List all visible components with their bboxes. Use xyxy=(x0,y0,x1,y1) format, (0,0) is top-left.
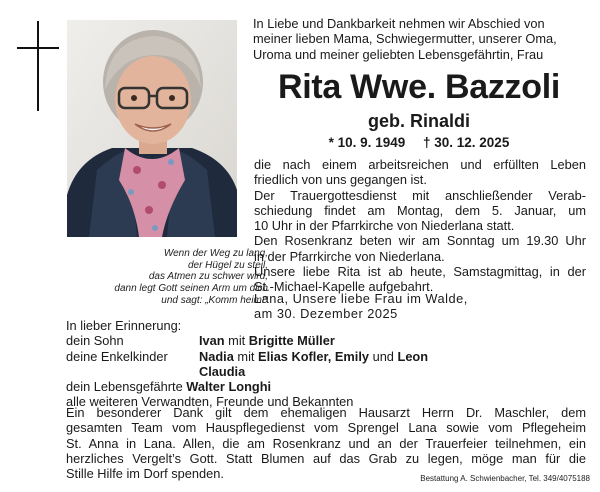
grandchild-name: Leon xyxy=(397,348,429,364)
place-date xyxy=(254,291,586,322)
body-line: schiedung findet am Montag, dem 5. Januar, um xyxy=(254,202,586,218)
birth-name: geb. Rinaldi xyxy=(367,111,470,131)
grandchild-name: Claudia xyxy=(199,363,246,379)
son-name: Ivan xyxy=(199,333,225,349)
thanks-line: Ein besonderer Dank gilt dem ehemaligen Hausarzt Herrn Dr. Maschler, dem xyxy=(66,405,586,420)
mourner-row-grandchildren xyxy=(66,349,596,364)
grand-and: und xyxy=(372,348,394,364)
poem-line: das Atmen zu schwer wird, xyxy=(148,271,268,283)
intro-line: Uroma und meiner geliebten Lebensgefährtin, Frau xyxy=(253,46,544,62)
intro-text xyxy=(253,16,585,62)
poem-line: dann legt Gott seinen Arm um dich xyxy=(114,283,268,295)
body-line: Unsere liebe Rita ist ab heute, Samstagmittag, in der xyxy=(254,264,586,280)
cross-icon-bar xyxy=(17,47,59,49)
partner-name: Walter Longhi xyxy=(186,379,272,395)
son-partner: Brigitte Müller xyxy=(248,333,335,349)
grandchild-name: Nadia xyxy=(199,348,234,364)
place-date-line: am 30. Dezember 2025 xyxy=(254,306,398,322)
poem-line: und sagt: „Komm heim!“ xyxy=(161,294,268,306)
poem xyxy=(72,248,268,307)
grand-with: mit xyxy=(237,348,255,364)
mourner-row-son xyxy=(66,333,596,348)
death-date: † 30. 12. 2025 xyxy=(423,135,510,150)
body-line: in der Pfarrkirche von Niederlana. xyxy=(254,248,445,264)
thanks-text xyxy=(66,405,586,481)
partner-label: dein Lebensgefährte xyxy=(66,379,183,395)
thanks-line: Stille Hilfe im Dorf spenden. xyxy=(66,466,224,482)
mourners-heading: In lieber Erinnerung: xyxy=(66,318,182,333)
son-with: mit xyxy=(228,333,246,349)
thanks-line: gesamten Team vom Hauspflegedienst vom Sprengel Lana sowie vom Pflegeheim xyxy=(66,420,586,436)
deceased-name: Rita Wwe. Bazzoli xyxy=(277,68,561,106)
son-label: dein Sohn xyxy=(66,333,124,349)
grandchild-names: Elias Kofler, Emily xyxy=(258,348,370,364)
life-dates xyxy=(252,134,586,151)
birth-date: * 10. 9. 1949 xyxy=(328,135,406,150)
mourner-row-grandchildren-2 xyxy=(66,364,596,379)
body-line: friedlich von uns gegangen ist. xyxy=(254,172,427,188)
body-line: St.-Michael-Kapelle aufgebahrt. xyxy=(254,279,434,295)
cross-icon xyxy=(37,21,39,111)
mourner-row-partner xyxy=(66,379,596,394)
body-line: Der Trauergottesdienst mit anschließender Verab- xyxy=(254,187,586,203)
body-line: die nach einem arbeitsreichen und erfüllten Leben xyxy=(254,157,586,172)
grandchildren-label: deine Enkelkinder xyxy=(66,348,168,364)
intro-line: meiner lieben Mama, Schwiegermutter, unserer Oma, xyxy=(253,31,557,47)
body-line: Den Rosenkranz beten wir am Sonntag um 19.30 Uhr xyxy=(254,233,586,249)
thanks-line: herzliches Vergelt’s Gott. Statt Blumen auf das Grab zu legen, möge man für die xyxy=(66,450,586,466)
body-line: 10 Uhr in der Pfarrkirche von Niederlana statt. xyxy=(254,218,515,234)
thanks-line: St. Anna in Lana. Allen, die am Rosenkranz und an der Trauerfeier teilnehmen, ein xyxy=(66,435,586,451)
intro-line: In Liebe und Dankbarkeit nehmen wir Abschied von xyxy=(253,16,545,31)
funeral-home-credit: Bestattung A. Schwienbacher, Tel. 349/4075188 xyxy=(420,474,590,483)
mourner-row-others: alle weiteren Verwandten, Freunde und Bekannten xyxy=(66,394,354,410)
place: Lana, Unsere liebe Frau im Walde, xyxy=(254,291,468,306)
portrait-photo xyxy=(67,20,237,237)
announcement-body xyxy=(254,157,586,295)
poem-line: Wenn der Weg zu lang, xyxy=(163,248,268,259)
mourners-list xyxy=(66,318,596,410)
poem-line: der Hügel zu steil, xyxy=(187,259,268,271)
